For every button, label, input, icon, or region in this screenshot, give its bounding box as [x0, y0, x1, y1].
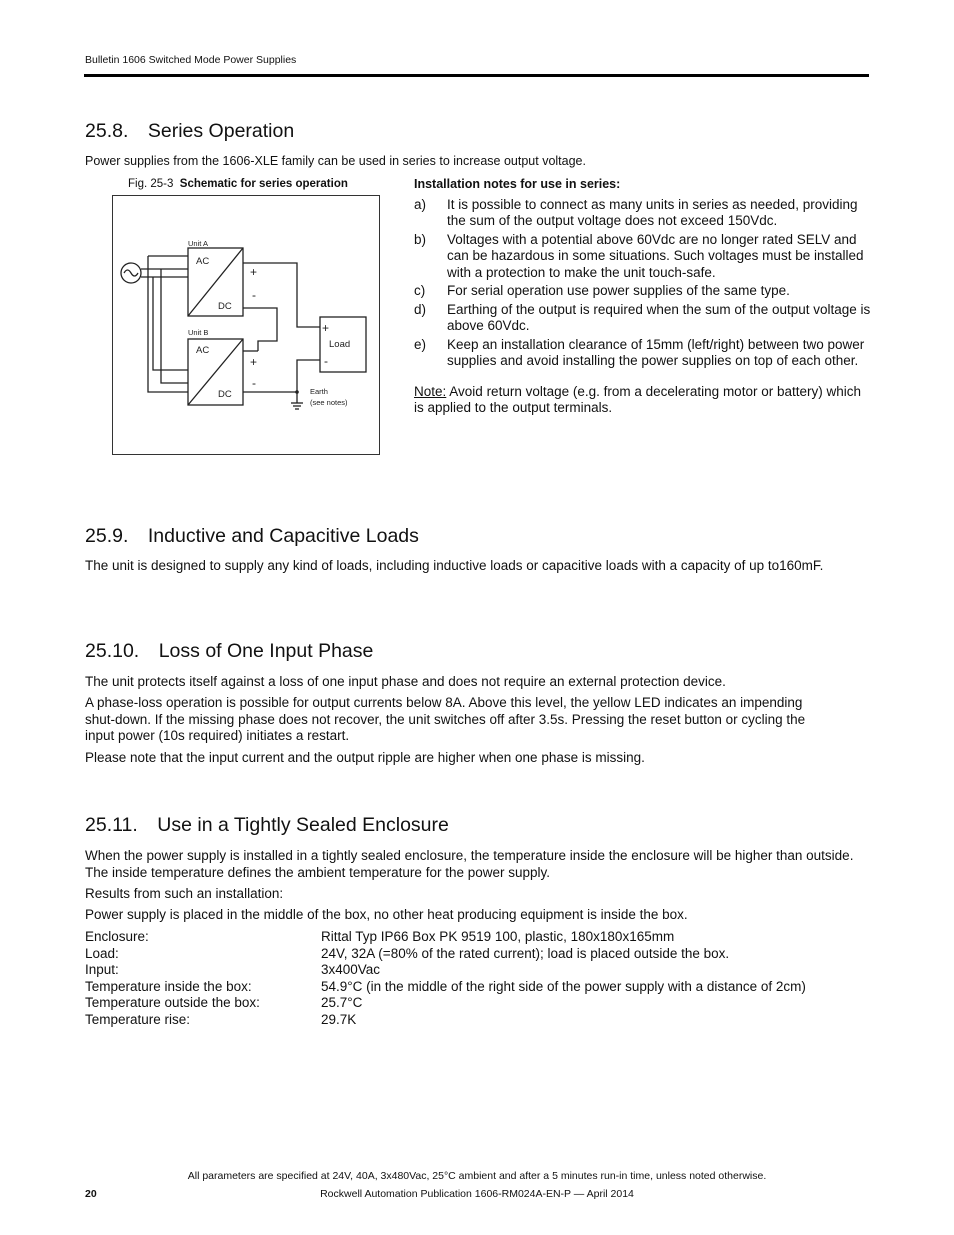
inductive-capacitive-text: The unit is designed to supply any kind of loads, including inductive loads or capacitive loads with a capacity of up to160mF. [85, 558, 824, 573]
unit-b-label: Unit B [188, 328, 209, 337]
section-heading-inductive-capacitive: 25.9. Inductive and Capacitive Loads [85, 525, 419, 547]
list-item: c) For serial operation use power supplies of the same type. [414, 283, 790, 298]
table-row: Input: 3x400Vac [85, 962, 381, 977]
unit-a-ac-label: AC [196, 256, 210, 267]
table-row: Temperature inside the box: 54.9°C (in the middle of the right side of the power supply with a distance of 2cm) [85, 978, 806, 994]
footer-note: All parameters are specified at 24V, 40A, 3x480Vac, 25°C ambient and after a 5 minutes run-in time, unless noted otherwise. [187, 1170, 767, 1182]
return-voltage-note [414, 384, 874, 417]
table-row: Load: 24V, 32A (=80% of the rated current); load is placed outside the box. [85, 945, 730, 961]
earth-label: Earth [310, 387, 328, 396]
note-text: Avoid return voltage (e.g. from a decelerating motor or battery) which is applied to the output terminals. [414, 383, 861, 415]
phase-loss-p1: The unit protects itself against a loss of one input phase and does not require an external protection device. [85, 674, 726, 689]
table-row: Temperature rise: 29.7K [85, 1011, 357, 1027]
phase-loss-p2: A phase-loss operation is possible for output currents below 8A. Above this level, the yellow LED indicates an impending shut-down. If the missing phase does not recover, the unit switches off after 3.5s. Pressing the reset button or cycling the input power (10s required) initiates a restart. [85, 695, 806, 743]
figure-caption [128, 178, 348, 190]
unit-a-label: Unit A [188, 239, 209, 248]
unit-a-dc-label: DC [218, 301, 232, 312]
header-rule [84, 74, 869, 77]
series-schematic-frame [112, 195, 380, 455]
list-item: e) Keep an installation clearance of 15mm (left/right) between two power supplies and avoid installing the power supplies on top of each other. [414, 336, 865, 368]
table-row: Temperature outside the box: 25.7°C [85, 995, 363, 1010]
unit-a-plus: + [250, 265, 258, 279]
enclosure-spec-table [85, 929, 806, 1028]
series-intro: Power supplies from the 1606-XLE family can be used in series to increase output voltage. [85, 154, 586, 168]
load-plus: + [322, 321, 330, 335]
enclosure-p3: Power supply is placed in the middle of the box, no other heat producing equipment is inside the box. [85, 907, 688, 922]
publication-id: Rockwell Automation Publication 1606-RM024A-EN-P — April 2014 [320, 1188, 634, 1200]
note-label: Note: [414, 383, 447, 399]
unit-a-minus: - [252, 288, 256, 302]
page-number: 20 [85, 1188, 97, 1200]
section-heading-sealed-enclosure: 25.11. Use in a Tightly Sealed Enclosure [85, 814, 449, 836]
running-header: Bulletin 1606 Switched Mode Power Supplies [85, 54, 297, 66]
phase-loss-p3: Please note that the input current and the output ripple are higher when one phase is missing. [85, 750, 645, 765]
unit-b-dc-label: DC [218, 389, 232, 400]
series-schematic [113, 196, 379, 454]
earth-note-label: (see notes) [310, 398, 348, 407]
load-minus: - [324, 354, 328, 368]
unit-b-minus: - [252, 376, 256, 390]
table-row: Enclosure: Rittal Typ IP66 Box PK 9519 100, plastic, 180x180x165mm [85, 929, 675, 944]
section-heading-series-operation: 25.8. Series Operation [85, 120, 295, 142]
enclosure-p1: When the power supply is installed in a tightly sealed enclosure, the temperature inside the enclosure will be higher than outside. The inside temperature defines the ambient temperature for the power supply. [85, 848, 854, 880]
load-label: Load [329, 339, 351, 350]
installation-notes-title: Installation notes for use in series: [414, 177, 621, 191]
unit-b-ac-label: AC [196, 345, 210, 356]
installation-notes [414, 176, 874, 417]
unit-b-plus: + [250, 355, 258, 369]
figure-title: Schematic for series operation [179, 178, 348, 190]
list-item: a) It is possible to connect as many units in series as needed, providing the sum of the output voltage does not exceed 150Vdc. [414, 196, 858, 228]
enclosure-p2: Results from such an installation: [85, 886, 284, 901]
figure-number: Fig. 25-3 [128, 178, 174, 190]
list-item: b) Voltages with a potential above 60Vdc are no longer rated SELV and can be hazardous in some situations. Such voltages must be installed with a protection to make the unit touch-safe. [414, 231, 864, 280]
section-heading-loss-of-phase: 25.10. Loss of One Input Phase [85, 640, 374, 662]
list-item: d) Earthing of the output is required when the sum of the output voltage is above 60Vdc. [414, 301, 871, 333]
